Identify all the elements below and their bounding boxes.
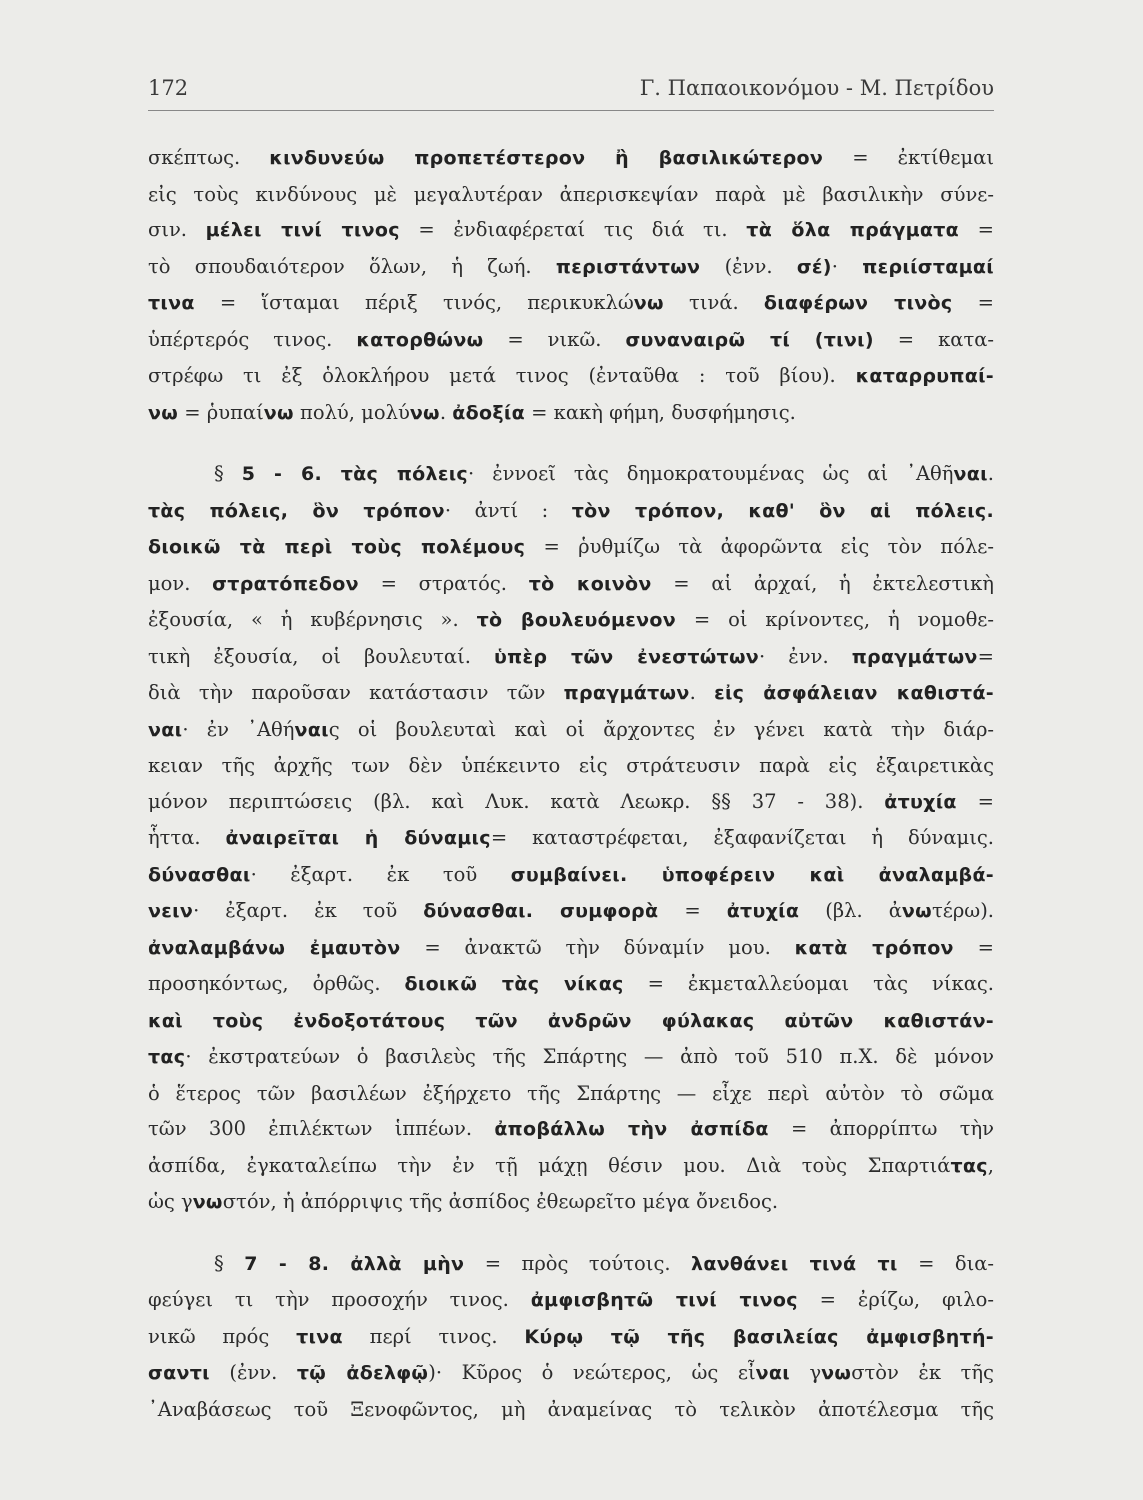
- text-line: ἧττα. ἀναιρεῖται ἡ δύναμις= καταστρέφεται, ἐξαφανίζεται ἡ δύναμις.: [148, 826, 994, 849]
- text-line: νω = ῥυπαίνω πολύ, μολύνω. ἀδοξία = κακὴ φήμη, δυσφήμησις.: [148, 400, 796, 424]
- running-title: Γ. Παπαοικονόμου - Μ. Πετρίδου: [639, 76, 994, 100]
- text-line: διὰ τὴν παροῦσαν κατάστασιν τῶν πραγμάτων. εἰς ἀσφάλειαν καθιστά-: [148, 681, 994, 704]
- text-line: § 7 - 8. ἀλλὰ μὴν = πρὸς τούτοις. λανθάνει τινά τι = δια-: [214, 1251, 995, 1275]
- paragraph-3: [148, 1246, 994, 1428]
- text-line: § 5 - 6. τὰς πόλεις· ἐννοεῖ τὰς δημοκρατουμένας ὡς αἱ ᾿Αθῆναι.: [214, 462, 994, 485]
- text-line: εἰς τοὺς κινδύνους μὲ μεγαλυτέραν ἀπερισκεψίαν παρὰ μὲ βασιλικὴν σύνε-: [148, 182, 994, 206]
- text-line: κειαν τῆς ἀρχῆς των δὲν ὑπέκειντο εἰς στράτευσιν παρὰ εἰς ἐξαιρετικὰς: [148, 754, 994, 777]
- text-line: τῶν 300 ἐπιλέκτων ἱππέων. ἀποβάλλω τὴν ἀσπίδα = ἀπορρίπτω τὴν: [148, 1117, 995, 1140]
- text-line: ᾿Αναβάσεως τοῦ Ξενοφῶντος, μὴ ἀναμείνας τὸ τελικὸν ἀποτέλεσμα τῆς: [148, 1397, 994, 1421]
- text-line: ὡς γνωστόν, ἡ ἀπόρριψις τῆς ἀσπίδος ἐθεωρεῖτο μέγα ὄνειδος.: [148, 1190, 779, 1213]
- text-line: προσηκόντως, ὀρθῶς. διοικῶ τὰς νίκας = ἐκμεταλλεύομαι τὰς νίκας.: [148, 972, 994, 995]
- text-line: τὰς πόλεις, ὃν τρόπον· ἀντί : τὸν τρόπον, καθ' ὃν αἱ πόλεις.: [148, 498, 994, 522]
- text-line: ὑπέρτερός τινος. κατορθώνω = νικῶ. συναναιρῶ τί (τινι) = κατα-: [148, 327, 994, 351]
- page-body: [148, 140, 994, 1427]
- text-line: σκέπτως. κινδυνεύω προπετέστερον ἢ βασιλικώτερον = ἐκτίθεμαι: [148, 146, 994, 169]
- text-line: ἀσπίδα, ἐγκαταλείπω τὴν ἐν τῇ μάχῃ θέσιν μου. Διὰ τοὺς Σπαρτιάτας,: [148, 1153, 994, 1177]
- paragraph-2: [148, 456, 994, 1221]
- text-line: διοικῶ τὰ περὶ τοὺς πολέμους = ῥυθμίζω τὰ ἀφορῶντα εἰς τὸν πόλε-: [148, 535, 994, 558]
- text-line: τας· ἐκστρατεύων ὁ βασιλεὺς τῆς Σπάρτης — ἀπὸ τοῦ 510 π.Χ. δὲ μόνον: [148, 1045, 994, 1068]
- paragraph-1: [148, 140, 994, 431]
- text-line: σαντι (ἐνν. τῷ ἀδελφῷ)· Κῦρος ὁ νεώτερος, ὡς εἶναι γνωστὸν ἐκ τῆς: [148, 1361, 994, 1384]
- text-line: σιν. μέλει τινί τινος = ἐνδιαφέρεταί τις διά τι. τὰ ὅλα πράγματα =: [148, 218, 994, 241]
- text-line: ὁ ἕτερος τῶν βασιλέων ἐξήρχετο τῆς Σπάρτης — εἶχε περὶ αὐτὸν τὸ σῶμα: [148, 1081, 994, 1105]
- text-line: ἀναλαμβάνω ἐμαυτὸν = ἀνακτῶ τὴν δύναμίν μου. κατὰ τρόπον =: [148, 935, 995, 959]
- text-line: στρέφω τι ἐξ ὁλοκλήρου μετά τινος (ἐνταῦθα : τοῦ βίου). καταρρυπαί-: [148, 364, 994, 387]
- text-line: νειν· ἐξαρτ. ἐκ τοῦ δύνασθαι. συμφορὰ = ἀτυχία (βλ. ἀνωτέρω).: [148, 899, 994, 922]
- text-line: δύνασθαι· ἐξαρτ. ἐκ τοῦ συμβαίνει. ὑποφέρειν καὶ ἀναλαμβά-: [148, 862, 994, 886]
- text-line: νικῶ πρός τινα περί τινος. Κύρῳ τῷ τῆς βασιλείας ἀμφισβητή-: [148, 1324, 994, 1348]
- text-line: τικὴ ἐξουσία, οἱ βουλευταί. ὑπὲρ τῶν ἐνεστώτων· ἐνν. πραγμάτων=: [148, 644, 995, 668]
- text-line: ἐξουσία, « ἡ κυβέρνησις ». τὸ βουλευόμενον = οἱ κρίνοντες, ἡ νομοθε-: [148, 608, 994, 631]
- header-rule: [148, 110, 994, 111]
- page-number: 172: [148, 76, 189, 100]
- text-line: φεύγει τι τὴν προσοχήν τινος. ἀμφισβητῶ τινί τινος = ἐρίζω, φιλο-: [148, 1288, 994, 1311]
- running-header: [148, 76, 994, 100]
- text-line: μον. στρατόπεδον = στρατός. τὸ κοινὸν = αἱ ἀρχαί, ἡ ἐκτελεστικὴ: [148, 571, 994, 595]
- text-line: τινα = ἵσταμαι πέριξ τινός, περικυκλώνω τινά. διαφέρων τινὸς =: [148, 291, 994, 314]
- text-line: καὶ τοὺς ἐνδοξοτάτους τῶν ἀνδρῶν φύλακας αὐτῶν καθιστάν-: [148, 1009, 994, 1032]
- text-line: τὸ σπουδαιότερον ὅλων, ἡ ζωή. περιστάντων (ἐνν. σέ)· περιίσταμαί: [148, 254, 994, 278]
- text-line: ναι· ἐν ᾿Αθήναις οἱ βουλευταὶ καὶ οἱ ἄρχοντες ἐν γένει κατὰ τὴν διάρ-: [148, 717, 994, 741]
- text-line: μόνον περιπτώσεις (βλ. καὶ Λυκ. κατὰ Λεωκρ. §§ 37 - 38). ἀτυχία =: [148, 789, 994, 813]
